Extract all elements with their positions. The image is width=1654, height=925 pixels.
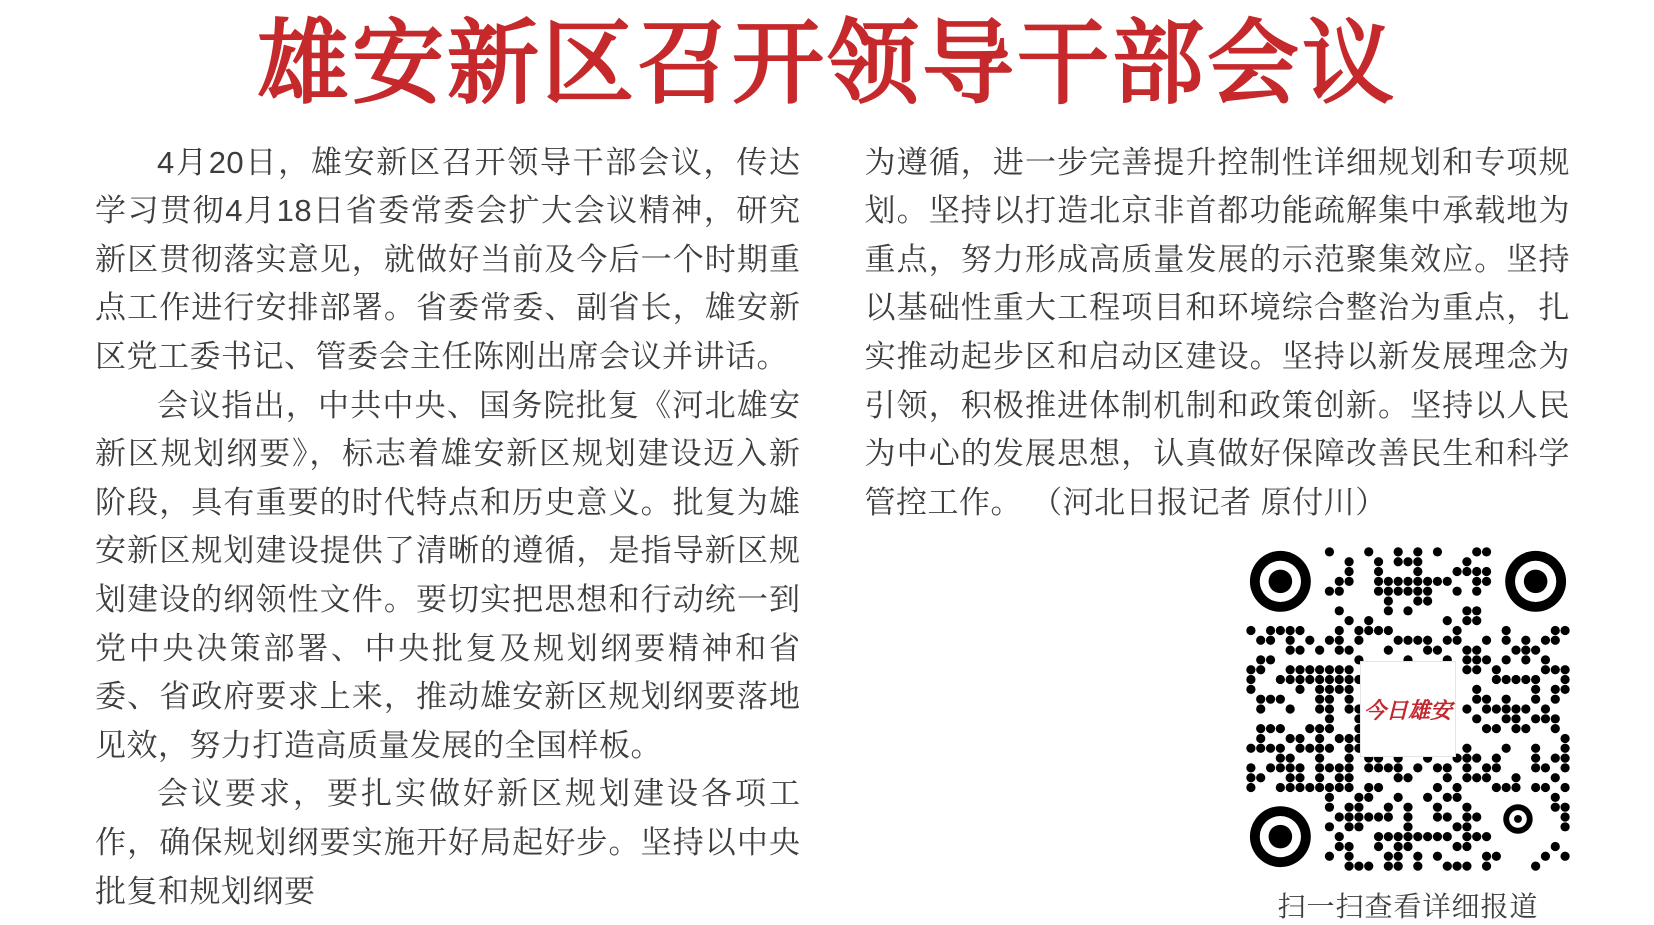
qr-code-image [1246,547,1570,871]
article-paragraph-1: 4月20日，雄安新区召开领导干部会议，传达学习贯彻4月18日省委常委会扩大会议精神，研究新区贯彻落实意见，就做好当前及今后一个时期重点工作进行安排部署。省委常委、副省长，雄安新区党工委书记、管委会主任陈刚出席会议并讲话。 [95,144,801,374]
article-right-column [865,139,1571,925]
qr-figure [1246,547,1570,925]
article-headline: 雄安新区召开领导干部会议 [256,13,1397,115]
article-paragraph-3-continuation: 为遵循，进一步完善提升控制性详细规划和专项规划。坚持以打造北京非首都功能疏解集中承载地为重点，努力形成高质量发展的示范聚集效应。坚持以基础性重大工程项目和环境综合整治为重点，扎实推动起步区和启动区建设。坚持以新发展理念为引领，积极推进体制机制和政策创新。坚持以人民为中心的发展思想，认真做好保障改善民生和科学管控工作。 （河北日报记者 原付川） [864,144,1570,520]
article-paragraph-3-start: 会议要求，要扎实做好新区规划建设各项工作，确保规划纲要实施开好局起好步。坚持以中央批复和规划纲要 [95,776,801,909]
article-body [0,139,1654,925]
article-paragraph-2: 会议指出，中共中央、国务院批复《河北雄安新区规划纲要》，标志着雄安新区规划建设迈入新阶段，具有重要的时代特点和历史意义。批复为雄安新区规划建设提供了清晰的遵循，是指导新区规划建设的纲领性文件。要切实把思想和行动统一到党中央决策部署、中央批复及规划纲要精神和省委、省政府要求上来，推动雄安新区规划纲要落地见效，努力打造高质量发展的全国样板。 [95,387,801,763]
qr-center-logo: 今日雄安 [1360,661,1456,757]
article-left-column [95,139,801,925]
qr-caption: 扫一扫查看详细报道 [1277,891,1539,923]
